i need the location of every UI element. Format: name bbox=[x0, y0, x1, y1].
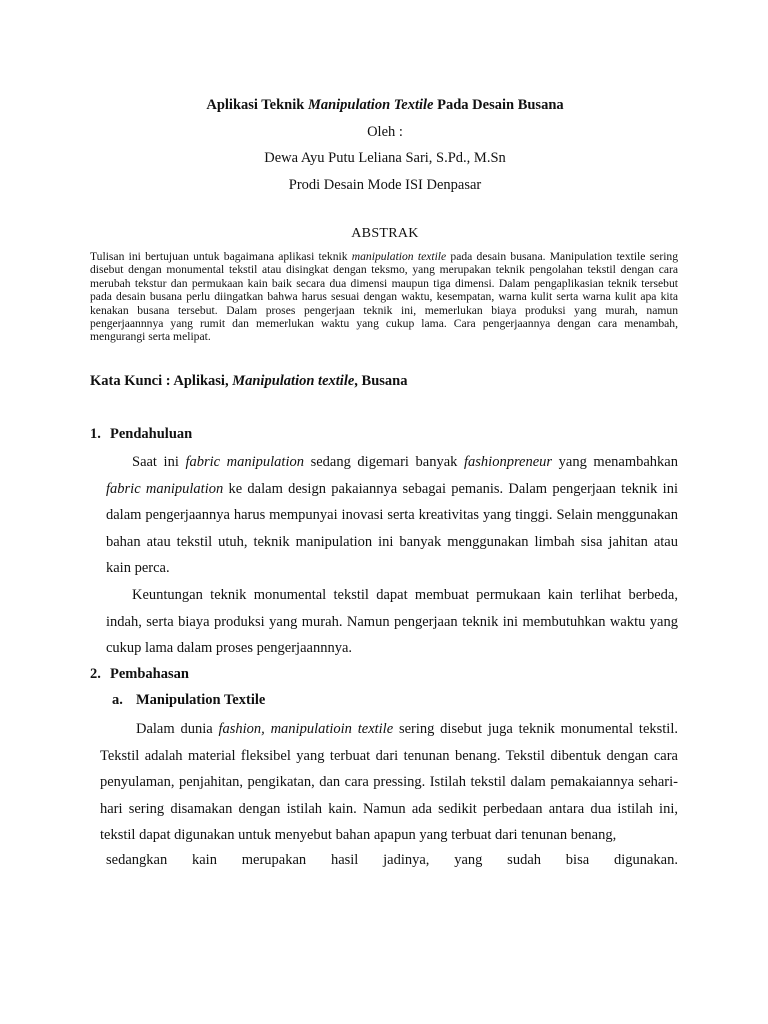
section-1-heading: 1. Pendahuluan bbox=[90, 426, 193, 442]
title-block bbox=[90, 92, 680, 198]
author-name: Dewa Ayu Putu Leliana Sari, S.Pd., M.Sn bbox=[264, 150, 506, 166]
subsection-a-heading: a. Manipulation Textile bbox=[112, 692, 266, 708]
keywords: Kata Kunci : Aplikasi, Manipulation textile, Busana bbox=[90, 373, 408, 389]
section-2-paragraph-last-line: sedangkan kain merupakan hasil jadinya, yang sudah bisa digunakan. bbox=[106, 852, 678, 868]
section-1-paragraph-1: Saat ini fabric manipulation sedang digemari banyak fashionpreneur yang menambahkan fabric manipulation ke dalam design pakaiannya sebagai pemanis. Dalam pengerjaan teknik ini dalam pengerjaannya harus mempunyai inovasi serta kreativitas yang tinggi. Selain menggunakan bahan atau tekstil utuh, teknik manipulation ini banyak menggunakan limbah sisa jahitan atau kain perca. bbox=[106, 454, 678, 577]
abstract-heading: ABSTRAK bbox=[351, 226, 419, 241]
section-2-paragraph-1: Dalam dunia fashion, manipulatioin textile sering disebut juga teknik monumental tekstil. Tekstil adalah material fleksibel yang terbuat dari tenunan benang. Tekstil dibentuk dengan cara penyulaman, penjahitan, pengikatan, dan cara pressing. Istilah tekstil dalam pemakaiannya sehari-hari sering disamakan dengan istilah kain. Namun ada sedikit perbedaan antara dua istilah ini, tekstil dapat digunakan untuk menyebut bahan apapun yang terbuat dari tenunan benang, bbox=[100, 721, 678, 844]
by-label: Oleh : bbox=[367, 123, 403, 140]
abstract-text: Tulisan ini bertujuan untuk bagaimana aplikasi teknik manipulation textile pada desain busana. Manipulation textile sering disebut dengan monumental tekstil atau disingkat dengan teksmo, yang merupakan teknik pengolahan tekstil dengan cara merubah tekstur dan permukaan kain baik secara dua dimensi maupun tiga dimensi. Dalam pengaplikasian teknik tersebut pada desain busana perlu diingatkan bahwa harus sesuai dengan waktu, kesempatan, warna kulit serta warna kulit apa kita kenakan busana tersebut. Dalam proses pengerjaan teknik ini, memerlukan biaya produksi yang murah, namun pengerjaannnya yang rumit dan memerlukan waktu yang cukup lama. Cara pengerjaannya dengan cara menambah, mengurangi serta melipat. bbox=[90, 250, 679, 344]
paper-title: Aplikasi Teknik Manipulation Textile Pada Desain Busana bbox=[206, 97, 564, 113]
author-affiliation: Prodi Desain Mode ISI Denpasar bbox=[288, 176, 482, 193]
section-1-paragraph-2: Keuntungan teknik monumental tekstil dapat membuat permukaan kain terlihat berbeda, indah, serta biaya produksi yang murah. Namun pengerjaan teknik ini membutuhkan waktu yang cukup lama dalam proses pengerjaannnya. bbox=[106, 587, 678, 657]
section-2-heading: 2. Pembahasan bbox=[90, 666, 189, 682]
